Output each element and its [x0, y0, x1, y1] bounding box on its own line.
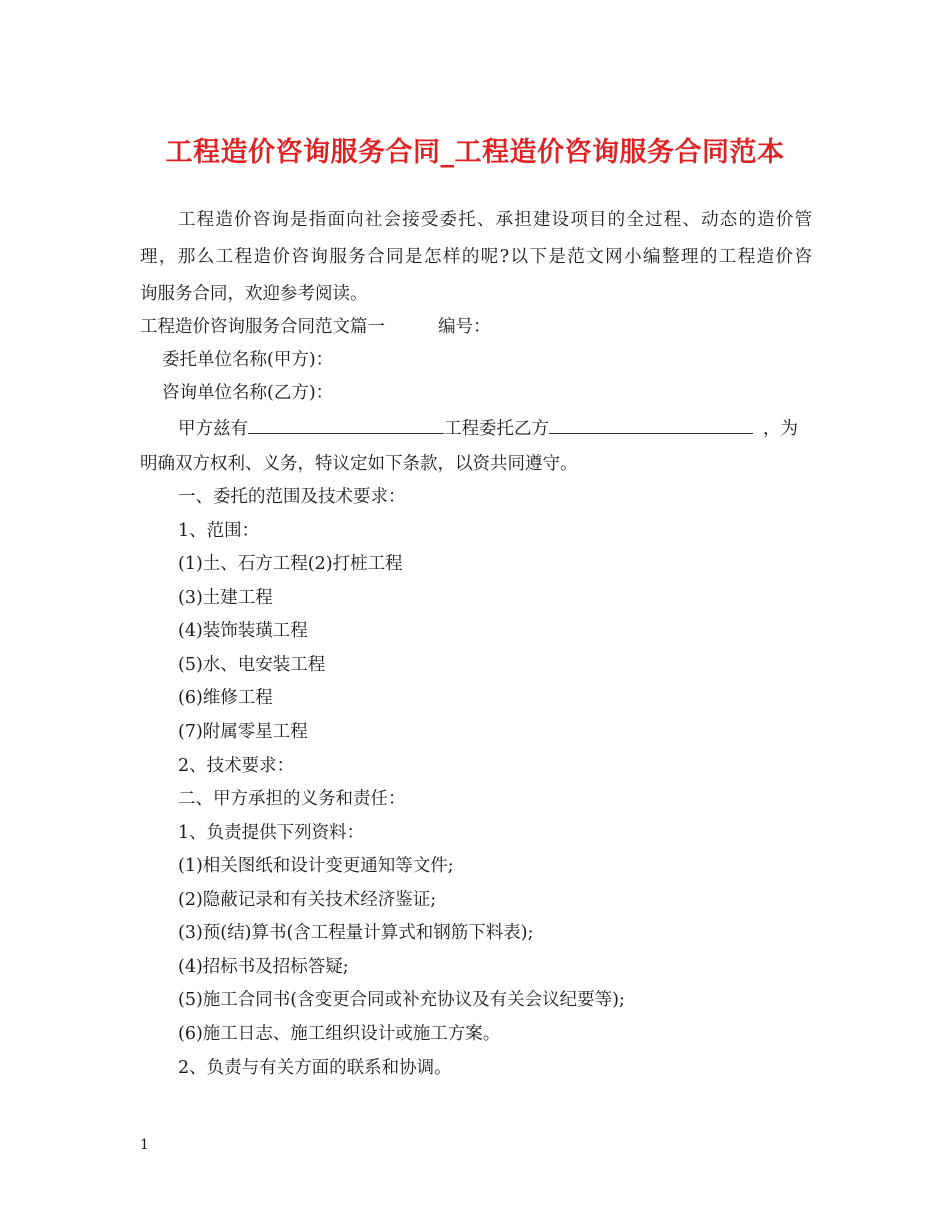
list-item: 二、甲方承担的义务和责任：: [178, 789, 406, 809]
list-item: 2、技术要求：: [178, 756, 295, 776]
list-item: (7)附属零星工程: [178, 722, 308, 742]
commission-suffix: ，为: [763, 419, 798, 439]
list-item: 1、负责提供下列资料：: [178, 823, 365, 843]
commission-line: [178, 415, 798, 441]
list-item: (3)土建工程: [178, 588, 273, 608]
list-item: (5)施工合同书(含变更合同或补充协议及有关会议纪要等);: [178, 990, 625, 1010]
list-item: 1、范围：: [178, 521, 260, 541]
commission-middle: 工程委托乙方: [444, 419, 549, 439]
intro-line-1: 工程造价咨询是指面向社会接受委托、承担建设项目的全过程、动态的造价管: [178, 210, 812, 230]
section-heading: 工程造价咨询服务合同范文篇一: [140, 317, 385, 337]
project-name-blank[interactable]: [248, 415, 444, 434]
section-heading-row: [140, 315, 491, 339]
list-item: (4)招标书及招标答疑;: [178, 957, 349, 977]
list-item: (5)水、电安装工程: [178, 655, 326, 675]
document-title: 工程造价咨询服务合同_工程造价咨询服务合同范本: [165, 137, 785, 168]
contract-number-label: 编号：: [438, 317, 491, 337]
list-item: (6)维修工程: [178, 688, 273, 708]
list-item: (2)隐蔽记录和有关技术经济鉴证;: [178, 890, 437, 910]
list-item: (1)土、石方工程(2)打桩工程: [178, 554, 403, 574]
page-number: 1: [140, 1137, 149, 1153]
intro-line-3: 询服务合同，欢迎参考阅读。: [140, 284, 368, 304]
list-item: (3)预(结)算书(含工程量计算式和钢筋下料表);: [178, 923, 534, 943]
consultant-blank[interactable]: [549, 415, 753, 434]
list-item: (4)装饰装璜工程: [178, 621, 308, 641]
list-item: (6)施工日志、施工组织设计或施工方案。: [178, 1024, 501, 1044]
commission-line-2: 明确双方权利、义务，特议定如下条款，以资共同遵守。: [140, 454, 578, 474]
list-item: 2、负责与有关方面的联系和协调。: [178, 1058, 452, 1078]
client-name-label: 委托单位名称(甲方)：: [162, 350, 334, 370]
list-item: 一、委托的范围及技术要求：: [178, 487, 406, 507]
list-item: (1)相关图纸和设计变更通知等文件;: [178, 856, 454, 876]
consultant-name-label: 咨询单位名称(乙方)：: [162, 383, 334, 403]
intro-line-2: 理，那么工程造价咨询服务合同是怎样的呢?以下是范文网小编整理的工程造价咨: [140, 247, 812, 267]
commission-prefix: 甲方兹有: [178, 419, 248, 439]
